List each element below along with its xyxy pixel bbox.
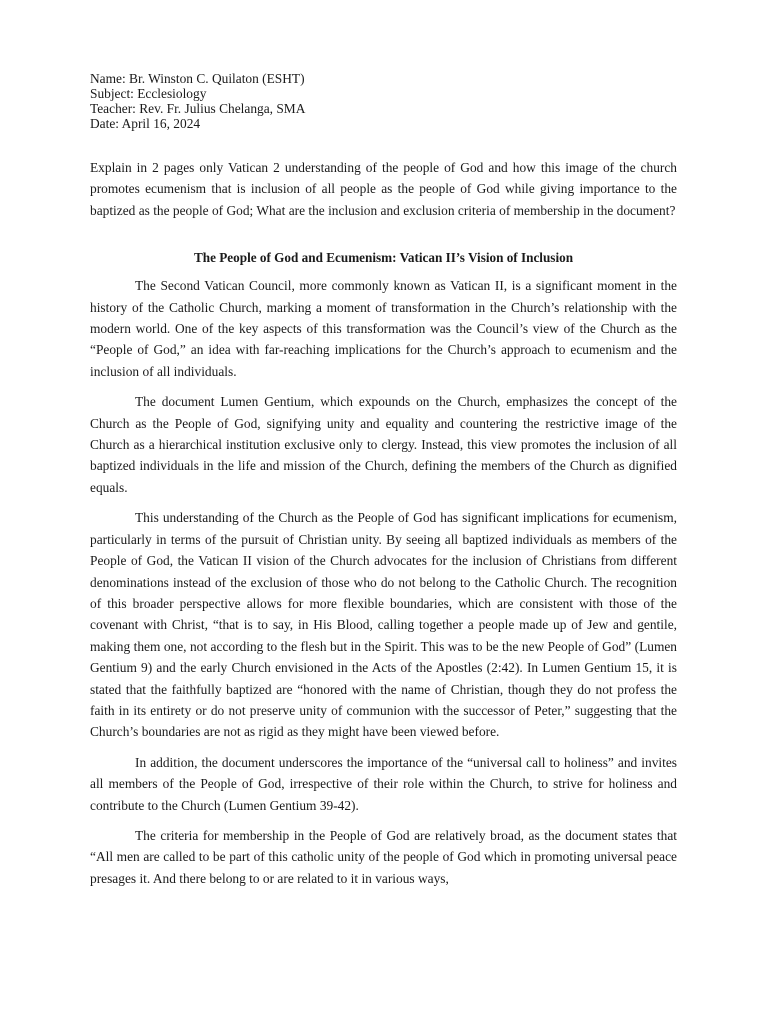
body-paragraph: In addition, the document underscores the importance of the “universal call to holiness” and invites all members of the People of God, irrespective of their role within the Church, to strive for holiness and contribute to the Church (Lumen Gentium 39-42).	[90, 754, 677, 813]
body-paragraph: The document Lumen Gentium, which expounds on the Church, emphasizes the concept of the Church as the People of God, signifying unity and equality and countering the restrictive image of the Church as a hierarchical institution exclusive only to clergy. Instead, this view promotes the inclusion of all baptized individuals in the life and mission of the Church, defining the members of the Church as dignified equals.	[90, 394, 677, 495]
date-line: Date: April 16, 2024	[90, 116, 201, 131]
body-paragraph: This understanding of the Church as the People of God has significant implications for ecumenism, particularly in terms of the pursuit of Christian unity. By seeing all baptized individuals as members of the People of God, the Vatican II vision of the Church advocates for the inclusion of Christians from different denominations instead of the exclusion of those who do not belong to the Catholic Church. The recognition of this broader perspective allows for more flexible boundaries, which are consistent with those of the covenant with Christ, “that is to say, in His Blood, calling together a people made up of Jew and gentile, making them one, not according to the flesh but in the Spirit. This was to be the new People of God” (Lumen Gentium 9) and the early Church envisioned in the Acts of the Apostles (2:42). In Lumen Gentium 15, it is stated that the faithfully baptized are “honored with the name of Christian, though they do not profess the faith in its entirety or do not preserve unity of communion with the successor of Peter,” suggesting that the Church’s boundaries are not as rigid as they might have been viewed before.	[90, 510, 677, 740]
essay-title: The People of God and Ecumenism: Vatican II’s Vision of Inclusion	[193, 250, 574, 266]
subject-line: Subject: Ecclesiology	[90, 86, 207, 101]
body-paragraph: The criteria for membership in the People of God are relatively broad, as the document states that “All men are called to be part of this catholic unity of the people of God which in promoting universal peace presages it. And there belong to or are related to it in various ways,	[90, 827, 677, 886]
teacher-line: Teacher: Rev. Fr. Julius Chelanga, SMA	[90, 101, 306, 116]
body-paragraph: The Second Vatican Council, more commonly known as Vatican II, is a significant moment in the history of the Catholic Church, marking a moment of transformation in the Church’s relationship with the modern world. One of the key aspects of this transformation was the Council’s view of the Church as the “People of God,” an idea with far-reaching implications for the Church’s approach to ecumenism and the inclusion of all individuals.	[90, 278, 677, 379]
assignment-prompt: Explain in 2 pages only Vatican 2 understanding of the people of God and how this image of the church promotes ecumenism that is inclusion of all people as the people of God while giving importance to the baptized as the people of God; What are the inclusion and exclusion criteria of membership in the document?	[90, 160, 677, 218]
author-name: Name: Br. Winston C. Quilaton (ESHT)	[90, 71, 305, 86]
document-header	[90, 71, 677, 131]
document-page	[90, 71, 677, 889]
